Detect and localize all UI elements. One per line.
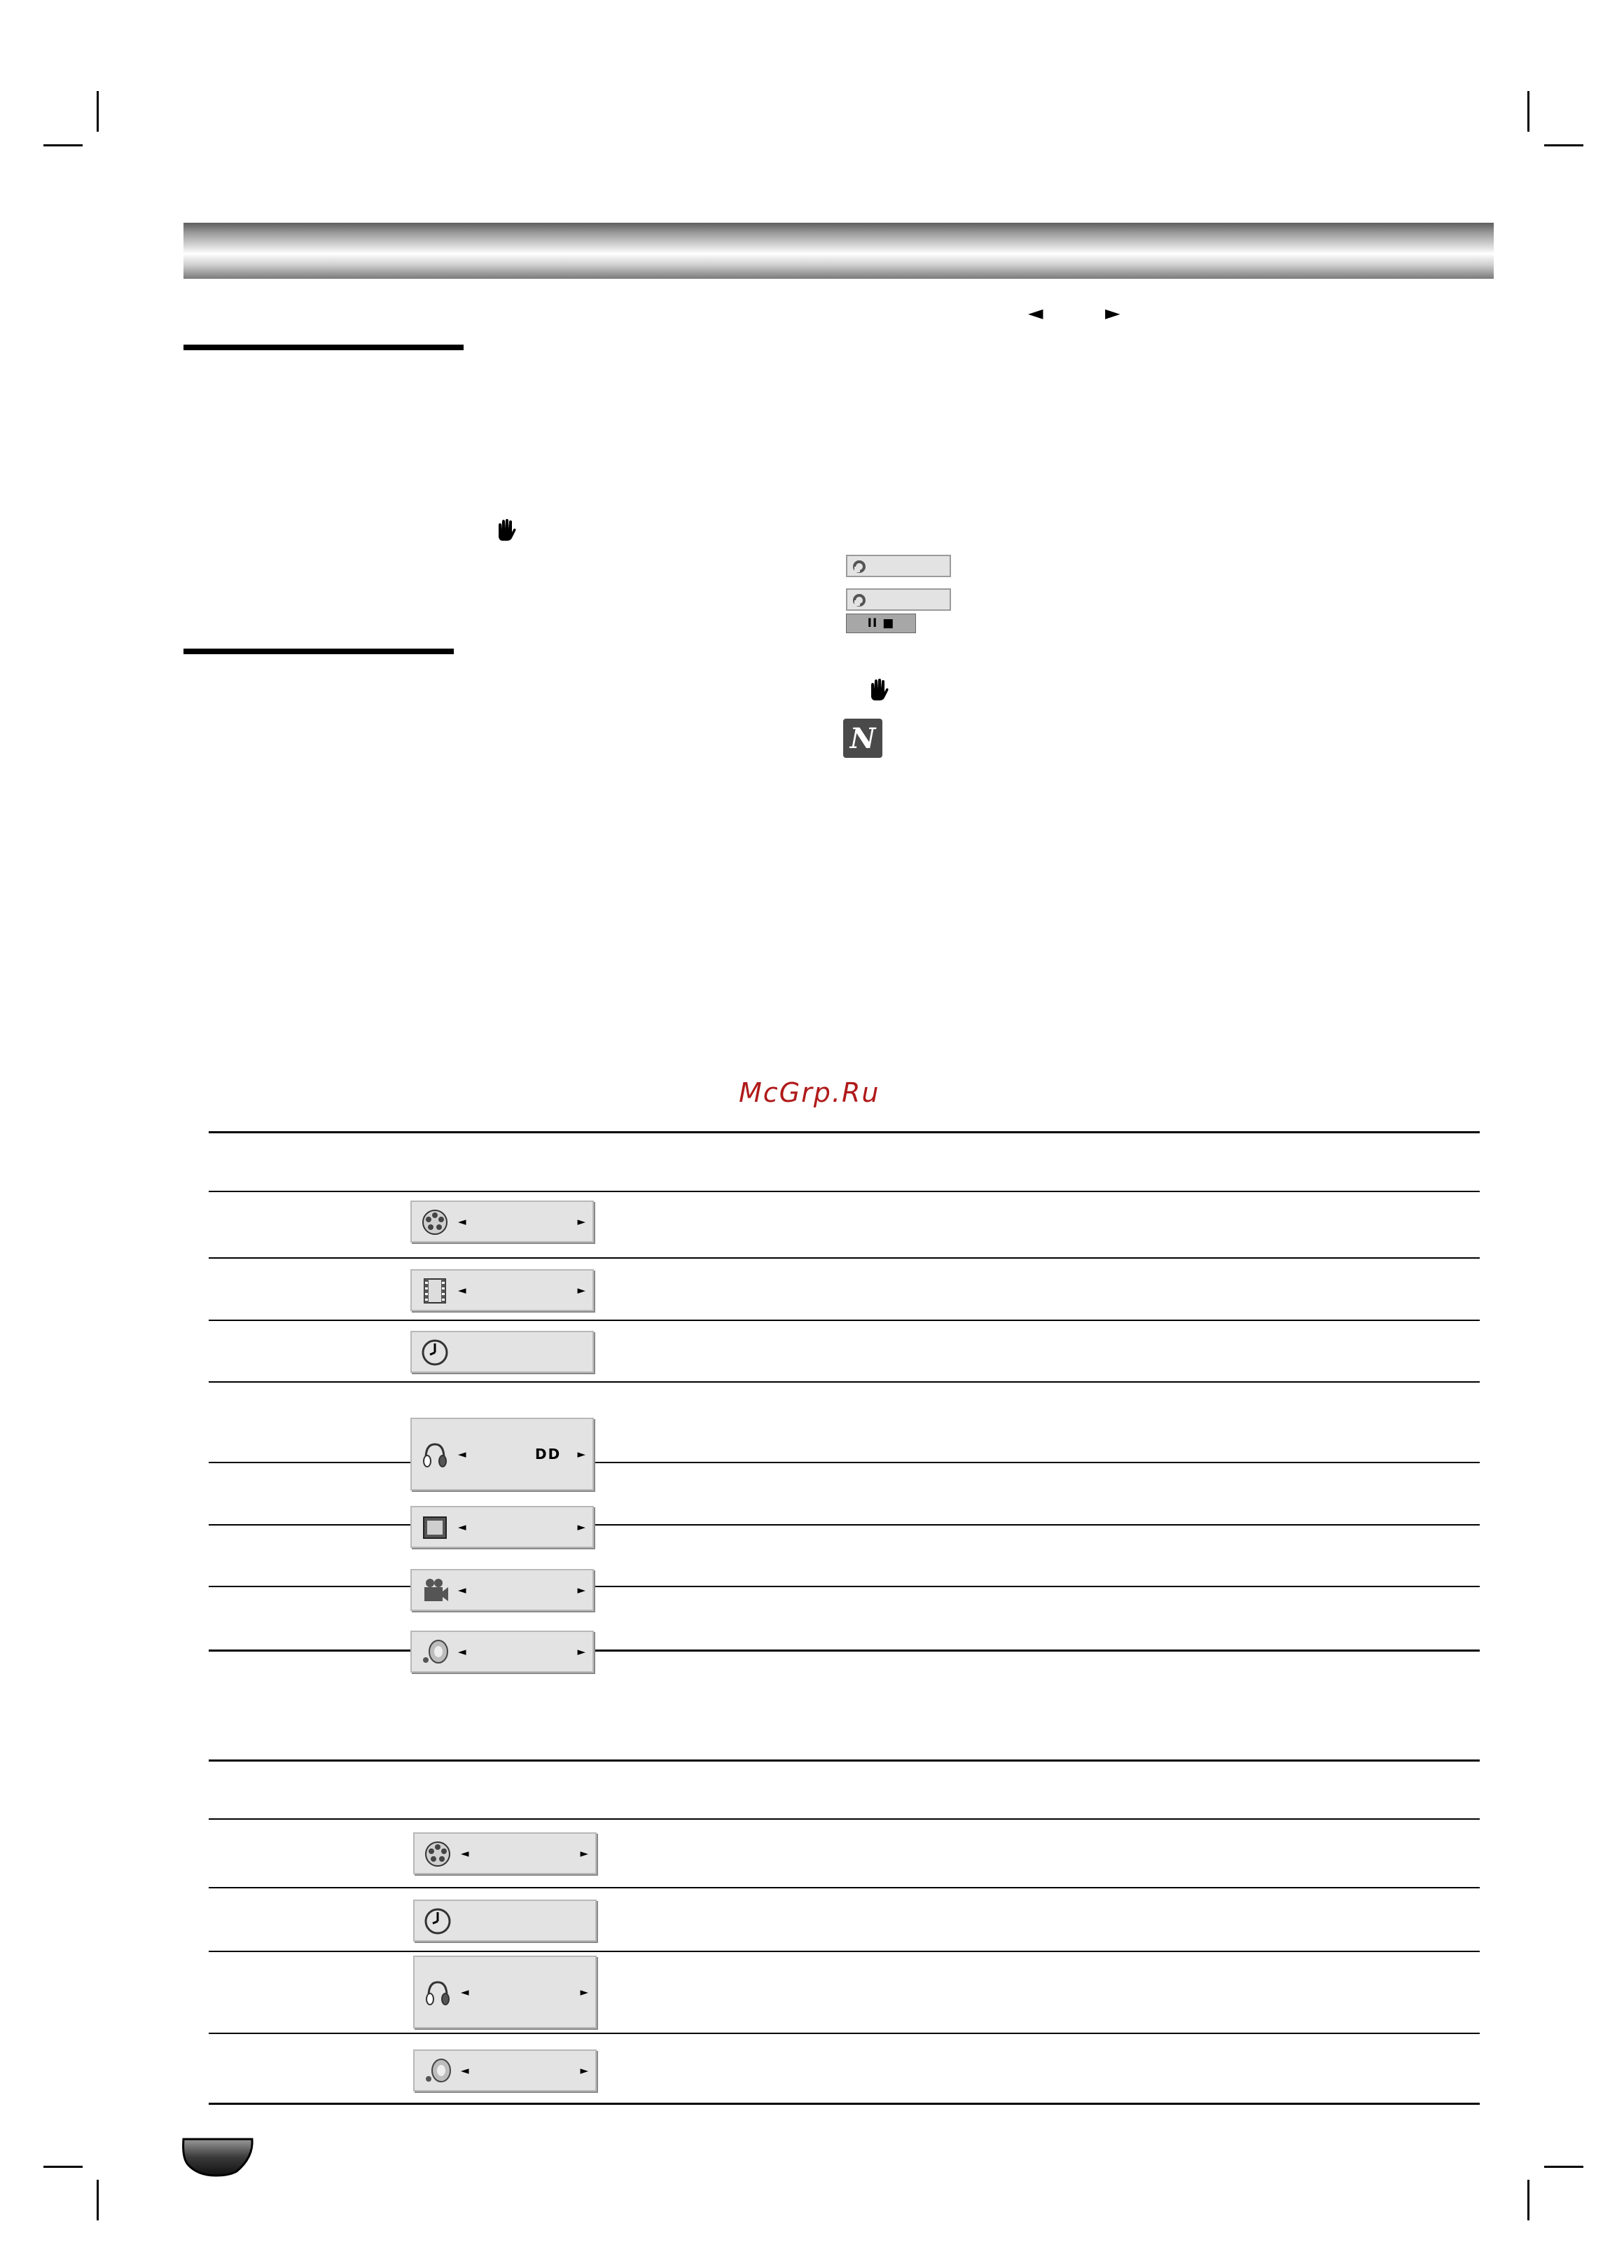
tv-icon: [420, 1513, 450, 1542]
left-arrow-icon: ◄: [458, 1284, 466, 1297]
table-rule: [209, 1887, 1480, 1888]
table-rule: [209, 1759, 1480, 1762]
left-arrow-icon: ◄: [461, 1847, 469, 1860]
dolby-digital-mark: DD: [535, 1446, 562, 1463]
subtitle-osd: [413, 1832, 597, 1874]
hand-icon: [867, 678, 889, 702]
crop-mark: [1544, 144, 1583, 146]
speaker-icon: [420, 1638, 450, 1667]
right-arrow-icon: ►: [1105, 301, 1120, 324]
watermark: McGrp.Ru: [739, 1077, 880, 1108]
audio-osd: [410, 1418, 594, 1491]
section-rule: [183, 649, 454, 654]
disc-icon: [423, 1839, 452, 1869]
left-arrow-icon: ◄: [458, 1584, 466, 1596]
table-rule: [209, 1131, 1480, 1133]
right-arrow-icon: ►: [577, 1284, 585, 1297]
headphone-icon: [423, 1978, 452, 2007]
angle-osd: [410, 1569, 594, 1611]
speaker-icon: [423, 2056, 452, 2086]
table-rule: [209, 1586, 1480, 1587]
crop-mark: [43, 2166, 83, 2168]
section-rule: [183, 345, 464, 350]
left-arrow-icon: ◄: [458, 1521, 466, 1533]
right-arrow-icon: ►: [577, 1645, 585, 1658]
repeat-osd: [846, 555, 951, 577]
camera-icon: [420, 1576, 450, 1605]
left-arrow-icon: ◄: [1028, 301, 1043, 324]
right-arrow-icon: ►: [580, 2064, 588, 2077]
crop-mark: [97, 91, 99, 132]
chapter-osd: [410, 1269, 594, 1311]
hand-icon: [494, 518, 517, 542]
clock-icon: [420, 1338, 450, 1367]
right-arrow-icon: ►: [577, 1215, 585, 1228]
n-logo-letter: N: [849, 721, 876, 755]
crop-mark: [1527, 91, 1529, 132]
crop-mark: [97, 2180, 99, 2220]
table-rule: [209, 1650, 1480, 1652]
sound-osd: [413, 2049, 597, 2091]
sound-osd: [410, 1631, 594, 1673]
left-arrow-icon: ◄: [458, 1645, 466, 1658]
left-arrow-icon: ◄: [458, 1215, 466, 1228]
n-logo: [843, 719, 882, 758]
picture-osd: [410, 1506, 594, 1548]
subtitle-osd: [410, 1201, 594, 1243]
pause-stop-osd: [846, 614, 916, 633]
repeat-icon: [852, 559, 867, 574]
table-rule: [209, 1462, 1480, 1463]
right-arrow-icon: ►: [577, 1448, 585, 1460]
table-rule: [209, 1191, 1480, 1192]
repeat-icon: [852, 593, 867, 608]
table-rule: [209, 1524, 1480, 1526]
time-osd: [413, 1900, 597, 1942]
headphone-icon: [420, 1440, 450, 1470]
table-rule: [209, 1381, 1480, 1383]
right-arrow-icon: ►: [580, 1986, 588, 1998]
table-rule: [209, 1320, 1480, 1321]
table-rule: [209, 1818, 1480, 1820]
crop-mark: [43, 144, 83, 146]
table-rule: [209, 2103, 1480, 2105]
film-icon: [420, 1276, 450, 1306]
crop-mark: [1544, 2166, 1583, 2168]
table-rule: [209, 1951, 1480, 1952]
time-osd: [410, 1331, 594, 1373]
right-arrow-icon: ►: [577, 1521, 585, 1533]
repeat-osd: [846, 588, 951, 611]
crop-mark: [1527, 2180, 1529, 2220]
clock-icon: [423, 1907, 452, 1936]
pause-stop-glyph: II ■: [867, 616, 895, 630]
right-arrow-icon: ►: [580, 1847, 588, 1860]
left-arrow-icon: ◄: [461, 2064, 469, 2077]
right-arrow-icon: ►: [577, 1584, 585, 1596]
disc-icon: [420, 1208, 450, 1237]
page-number-tab: [181, 2136, 255, 2177]
left-arrow-icon: ◄: [461, 1986, 469, 1998]
table-rule: [209, 2033, 1480, 2034]
table-rule: [209, 1257, 1480, 1259]
section-header-bar: [183, 223, 1494, 279]
left-arrow-icon: ◄: [458, 1448, 466, 1460]
audio-osd: [413, 1956, 597, 2028]
